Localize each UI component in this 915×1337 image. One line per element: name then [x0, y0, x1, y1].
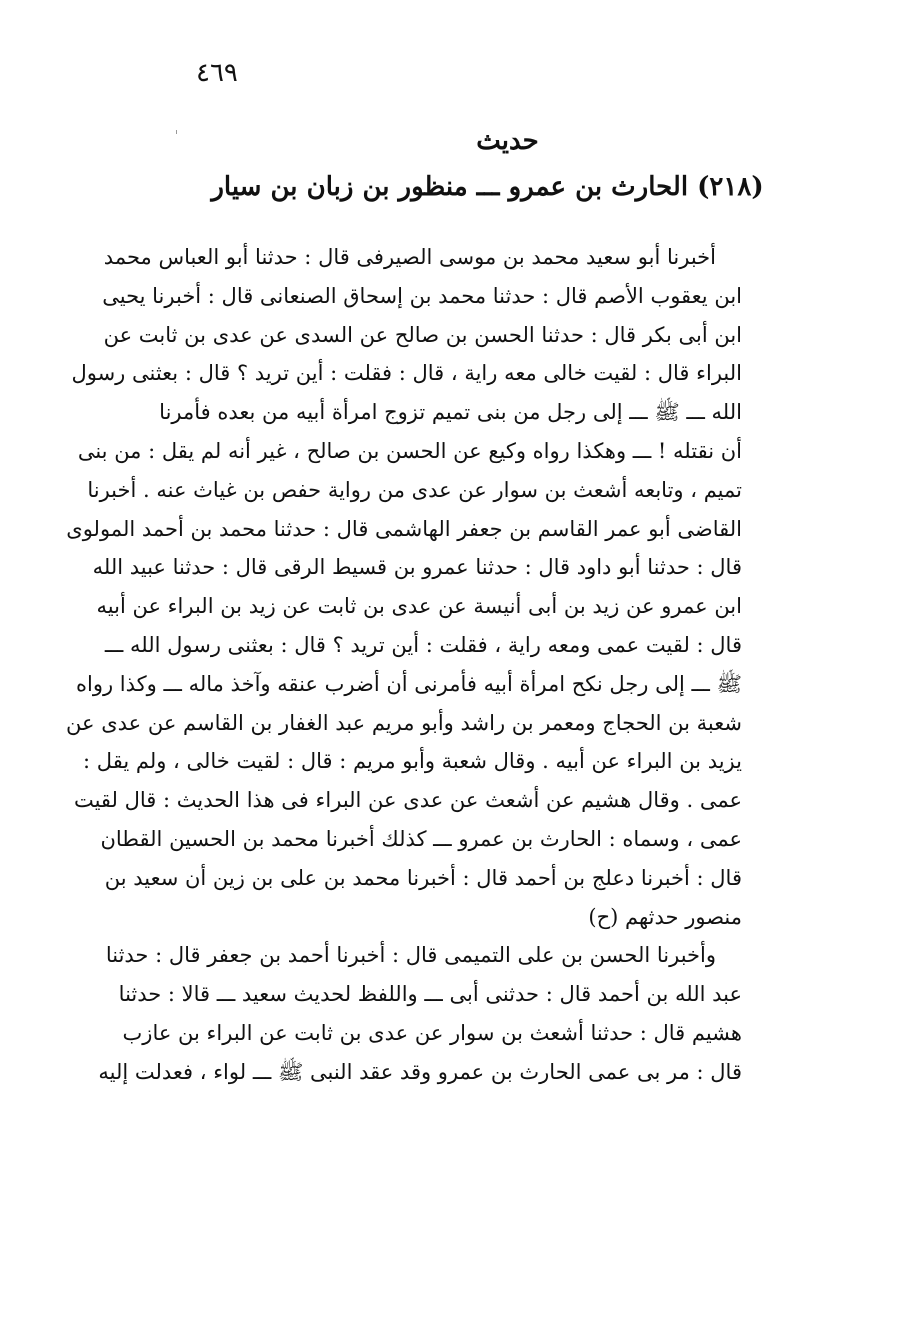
- text-line: قال : أخبرنا دعلج بن أحمد قال : أخبرنا محمد بن على بن زين أن سعيد بن: [104, 865, 742, 890]
- text-line: عمى ، وسماه : الحارث بن عمرو ـــ كذلك أخبرنا محمد بن الحسين القطان: [100, 826, 742, 851]
- text-line: الله ـــ ﷺ ـــ إلى رجل من بنى تميم تزوج امرأة أبيه من بعده فأمرنا: [159, 400, 742, 425]
- page-number: ٤٦٩: [196, 58, 238, 88]
- text-line: ابن عمرو عن زيد بن أبى أنيسة عن عدى بن ثابت عن زيد بن البراء عن أبيه: [96, 594, 742, 619]
- text-line: عمى . وقال هشيم عن أشعث عن عدى عن البراء فى هذا الحديث : قال لقيت: [73, 788, 742, 813]
- text-line: منصور حدثهم (ح): [588, 904, 742, 929]
- text-line: يزيد بن البراء عن أبيه . وقال شعبة وأبو مريم : قال : لقيت خالى ، ولم يقل :: [83, 749, 742, 774]
- hadith-title: (٢١٨) الحارث بن عمرو ـــ منظور بن زبان بن سيار: [211, 172, 764, 202]
- text-line: عبد الله بن أحمد قال : حدثنى أبى ـــ واللفظ لحديث سعيد ـــ قالا : حدثنا: [118, 982, 742, 1007]
- text-line: قال : لقيت عمى ومعه راية ، فقلت : أين تريد ؟ قال : بعثنى رسول الله ـــ: [104, 632, 742, 657]
- text-line: ﷺ ـــ إلى رجل نكح امرأة أبيه فأمرنى أن أضرب عنقه وآخذ ماله ـــ وكذا رواه: [75, 671, 742, 696]
- text-line: قال : حدثنا أبو داود قال : حدثنا عمرو بن قسيط الرقى قال : حدثنا عبيد الله: [92, 555, 742, 580]
- text-line: أن نقتله ! ـــ وهكذا رواه وكيع عن الحسن بن صالح ، غير أنه لم يقل : من بنى: [77, 438, 742, 463]
- section-heading: حديث: [476, 126, 539, 156]
- text-line: هشيم قال : حدثنا أشعث بن سوار عن عدى بن ثابت عن البراء بن عازب: [122, 1020, 742, 1045]
- text-line: قال : مر بى عمى الحارث بن عمرو وقد عقد النبى ﷺ ـــ لواء ، فعدلت إليه: [98, 1059, 742, 1084]
- text-line: أخبرنا أبو سعيد محمد بن موسى الصيرفى قال : حدثنا أبو العباس محمد: [103, 245, 716, 269]
- text-line: ابن أبى بكر قال : حدثنا الحسن بن صالح عن السدى عن عدى بن ثابت عن: [103, 322, 742, 347]
- text-line: ابن يعقوب الأصم قال : حدثنا محمد بن إسحاق الصنعانى قال : أخبرنا يحيى: [102, 283, 742, 308]
- text-line: البراء قال : لقيت خالى معه راية ، قال : فقلت : أين تريد ؟ قال : بعثنى رسول: [71, 361, 742, 386]
- text-line: شعبة بن الحجاج ومعمر بن راشد وأبو مريم عبد الغفار بن القاسم عن عدى عن: [66, 710, 742, 735]
- text-line: تميم ، وتابعه أشعث بن سوار عن عدى من رواية حفص بن غياث عنه . أخبرنا: [87, 477, 742, 502]
- text-line: وأخبرنا الحسن بن على التميمى قال : أخبرنا أحمد بن جعفر قال : حدثنا: [105, 943, 716, 968]
- text-line: القاضى أبو عمر القاسم بن جعفر الهاشمى قال : حدثنا محمد بن أحمد المولوى: [66, 516, 742, 541]
- body-text: [66, 238, 742, 1092]
